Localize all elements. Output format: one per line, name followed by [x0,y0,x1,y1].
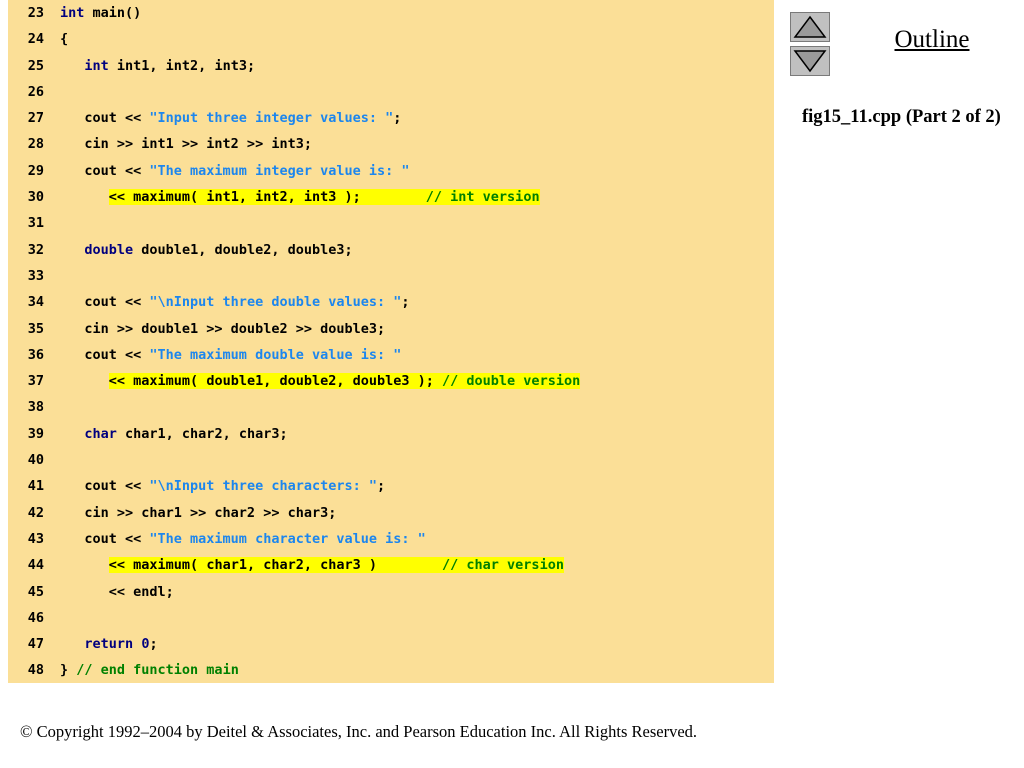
code-token [60,189,109,205]
code-token: cout << [60,110,150,127]
code-line-text [52,289,774,315]
code-line-number: 48 [27,662,44,679]
code-line-text [52,368,774,394]
code-line [8,342,774,368]
code-line-text [52,158,774,184]
code-token [60,557,109,573]
code-line-number: 32 [27,241,44,258]
code-token-highlighted [361,189,426,205]
code-line-number: 47 [27,636,44,653]
outline-title: Outline [894,26,970,53]
code-token: ; [149,636,158,653]
code-token [60,636,84,652]
code-token: cout << [60,162,150,179]
code-token: return [84,636,134,653]
code-token-highlighted [377,557,442,573]
code-line-text [52,131,774,157]
code-line-number: 29 [27,162,44,179]
code-line-number: 45 [27,583,44,600]
code-line-number: 24 [27,31,44,48]
code-token-highlighted: << maximum( int1, int2, int3 ); [108,189,361,206]
code-line-number: 31 [27,215,44,232]
code-line-number: 27 [27,110,44,127]
code-line-text [52,0,774,26]
code-token: "The maximum integer value is: " [149,162,410,179]
code-line [8,631,774,657]
code-line-number: 39 [27,425,44,442]
code-line-text [52,421,774,447]
code-line [8,394,774,420]
code-line-number: 38 [27,399,44,416]
code-token: int [60,5,85,21]
navigation-arrows[interactable] [790,12,834,80]
code-line-number: 42 [27,504,44,521]
code-line-text [52,631,774,657]
code-line-number: 44 [27,557,44,574]
code-token: cin >> int1 >> int2 >> int3; [60,136,312,153]
code-line-number: 34 [27,294,44,311]
code-line [8,657,774,683]
copyright-footer: © Copyright 1992–2004 by Deitel & Associates, Inc. and Pearson Education Inc. All Rights Reserved. [20,722,698,741]
code-token-highlighted: // int version [425,189,540,206]
code-token-highlighted: << maximum( double1, double2, double3 ); [108,373,434,390]
code-token: cin >> char1 >> char2 >> char3; [60,504,337,521]
code-line-number: 26 [27,83,44,100]
code-line-number: 40 [27,452,44,469]
code-line-text [52,579,774,605]
code-token: cin >> double1 >> double2 >> double3; [60,320,386,337]
code-token: << endl; [60,583,174,600]
code-listing-panel [8,0,774,683]
code-line-text [52,184,774,210]
code-token: cout << [60,478,150,495]
code-line [8,158,774,184]
code-line [8,237,774,263]
code-line [8,447,774,473]
code-token-highlighted: // double version [442,373,581,390]
code-line [8,26,774,52]
code-token [60,58,84,74]
code-line-text [52,657,774,683]
code-line [8,368,774,394]
code-line-number: 37 [27,373,44,390]
code-token: cout << [60,530,150,547]
code-line [8,526,774,552]
code-line-number: 33 [27,267,44,284]
code-line-text [52,105,774,131]
code-token: "The maximum double value is: " [149,346,402,363]
code-line-number: 41 [27,478,44,495]
code-token: ; [401,294,410,311]
code-line [8,316,774,342]
code-token: ; [393,110,402,127]
code-token: "Input three integer values: " [149,110,394,127]
code-token [60,242,84,258]
code-lines [8,0,774,683]
code-line-text [52,552,774,578]
code-line [8,53,774,79]
code-line [8,131,774,157]
triangle-up-icon[interactable] [790,12,830,42]
code-line [8,421,774,447]
code-token: ; [376,478,386,495]
code-token: "The maximum character value is: " [149,530,426,547]
code-line-text [52,316,774,342]
code-line-text [52,342,774,368]
code-line-number: 25 [27,57,44,74]
code-line-number: 36 [27,346,44,363]
code-token: int1, int2, int3; [108,57,256,74]
code-line [8,105,774,131]
code-line [8,473,774,499]
code-line-number: 46 [27,609,44,626]
code-line-number: 23 [27,5,44,21]
code-token: cout << [60,294,150,311]
code-token: double [84,241,134,258]
code-line [8,579,774,605]
code-line-number: 43 [27,530,44,547]
code-token [60,373,109,389]
code-line-text [52,237,774,263]
code-line-text [52,473,774,499]
code-token: int [84,57,109,74]
code-line-number: 35 [27,320,44,337]
code-token: double1, double2, double3; [133,241,353,258]
code-token-highlighted [434,373,442,389]
code-token: { [60,31,69,48]
code-token-highlighted: << maximum( char1, char2, char3 ) [108,557,377,574]
code-line [8,605,774,631]
code-line-number: 28 [27,136,44,153]
code-line-text [52,500,774,526]
code-line [8,210,774,236]
code-line-number: 30 [27,189,44,206]
code-token: cout << [60,346,150,363]
code-token: char [84,425,117,442]
code-token: "\nInput three characters: " [149,478,377,495]
code-line [8,263,774,289]
code-line-text [52,526,774,552]
code-token [60,426,84,442]
code-line [8,500,774,526]
code-token: "\nInput three double values: " [149,294,402,311]
code-token: main() [84,5,142,21]
code-line [8,289,774,315]
code-token: char1, char2, char3; [116,425,288,442]
code-token: // end function main [76,662,239,679]
outline-caption: fig15_11.cpp (Part 2 of 2) [802,107,1001,127]
code-token: } [60,662,77,679]
code-line [8,0,774,26]
code-line-text [52,53,774,79]
code-token-highlighted: // char version [442,557,564,574]
code-line [8,184,774,210]
code-line [8,552,774,578]
code-line-text [52,26,774,52]
code-line [8,79,774,105]
code-token: 0 [141,636,150,653]
triangle-down-icon[interactable] [790,46,830,76]
